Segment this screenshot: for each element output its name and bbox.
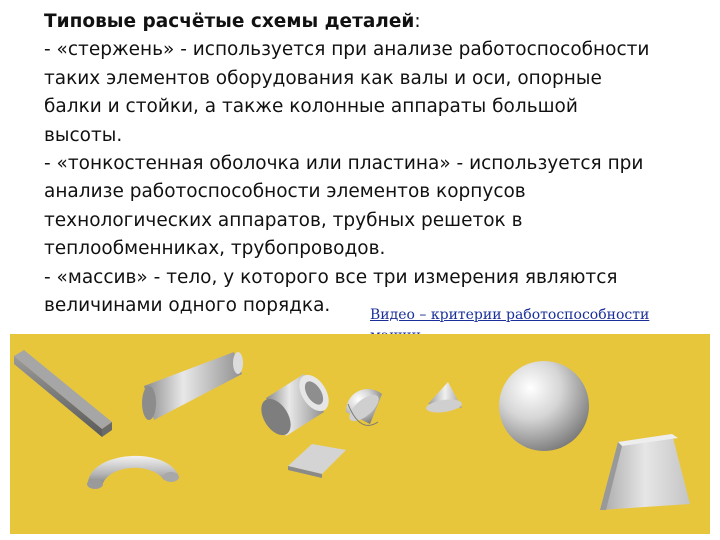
sphere-shape: [499, 361, 589, 451]
text-line: - «тонкостенная оболочка или пластина» - используется при: [44, 153, 644, 175]
heading-line: [44, 8, 704, 36]
video-link-line-1[interactable]: Видео – критерии работоспособности: [370, 307, 650, 323]
shapes-illustration: [10, 334, 710, 534]
text-content: [44, 8, 704, 320]
text-line: таких элементов оборудования как валы и оси, опорные: [44, 67, 602, 89]
heading-title: Типовые расчётые схемы деталей: [44, 11, 415, 32]
text-line: высоты.: [44, 124, 123, 146]
text-line: технологических аппаратов, трубных решеток в: [44, 209, 523, 231]
text-line: - «стержень» - используется при анализе работоспособности: [44, 39, 650, 61]
text-line: балки и стойки, а также колонные аппараты большой: [44, 96, 578, 118]
text-line: величинами одного порядка.: [44, 295, 331, 317]
text-line: анализе работоспособности элементов корпусов: [44, 181, 526, 203]
text-line: теплообменниках, трубопроводов.: [44, 238, 386, 260]
heading-colon: :: [414, 11, 421, 32]
text-line: - «массив» - тело, у которого все три измерения являются: [44, 266, 618, 288]
